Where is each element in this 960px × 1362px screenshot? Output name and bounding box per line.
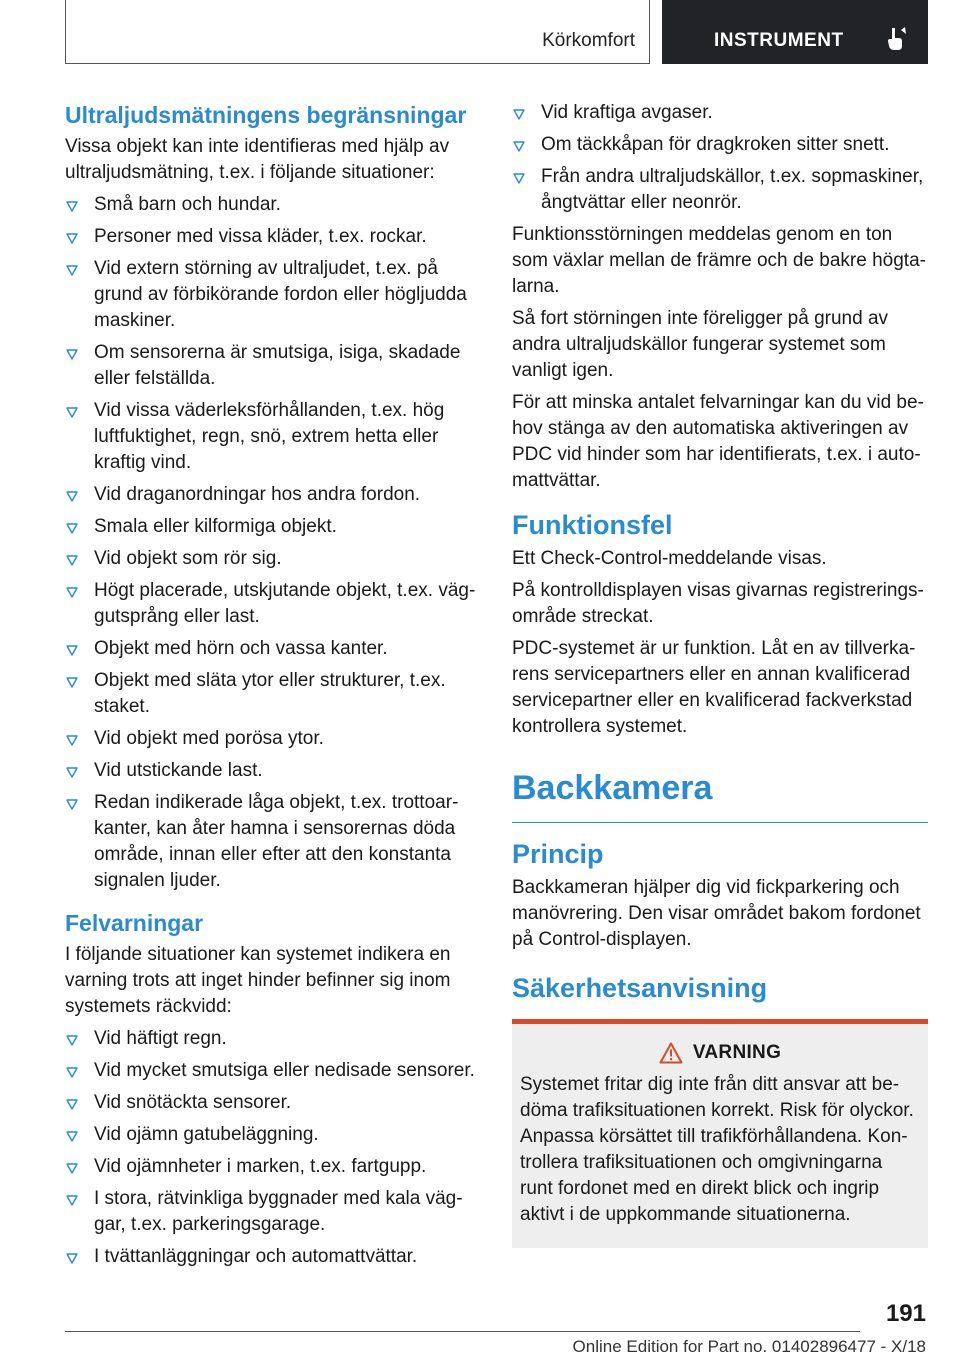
- list-item: [65, 758, 480, 784]
- triangle-bullet-icon: [66, 1034, 78, 1046]
- left-column: [65, 100, 480, 1276]
- false-warnings-list: [65, 1026, 480, 1270]
- triangle-bullet-icon: [66, 798, 78, 810]
- triangle-bullet-icon: [66, 734, 78, 746]
- paragraph: Funktionsstörningen meddelas genom en ton som växlar mellan de främre och de bakre högtalarna.: [512, 224, 926, 297]
- triangle-bullet-icon: [66, 1194, 78, 1206]
- list-item-text: Vid utstickande last.: [94, 760, 263, 781]
- paragraph: I följande situationer kan systemet indikera en varning trots att inget hinder befinner sig inom systemets räckvidd:: [65, 944, 451, 1017]
- triangle-bullet-icon: [66, 264, 78, 276]
- list-item: [65, 1026, 480, 1052]
- list-item-text: Objekt med hörn och vassa kanter.: [94, 638, 388, 659]
- triangle-bullet-icon: [66, 406, 78, 418]
- list-item-text: Vid objekt med porösa ytor.: [94, 728, 324, 749]
- triangle-bullet-icon: [66, 766, 78, 778]
- chapter-title: INSTRUMENT: [714, 30, 844, 51]
- page-number: 191: [885, 1300, 926, 1327]
- triangle-bullet-icon: [513, 172, 525, 184]
- page-header: [65, 0, 928, 64]
- triangle-bullet-icon: [66, 1130, 78, 1142]
- triangle-bullet-icon: [66, 1162, 78, 1174]
- heading-malfunction: Funktionsfel: [512, 510, 673, 540]
- list-item: [65, 340, 480, 392]
- list-item: [65, 1244, 480, 1270]
- list-item: [65, 726, 480, 752]
- list-item-text: Redan indikerade låga objekt, t.ex. trottoarkanter, kan åter hamna i sensorernas döda område, innan eller efter att den konstanta signalen ljuder.: [94, 792, 459, 891]
- heading-false-warnings: Felvarningar: [65, 910, 204, 936]
- triangle-bullet-icon: [513, 140, 525, 152]
- list-item: [65, 398, 480, 476]
- list-item: [65, 668, 480, 720]
- list-item-text: Om sensorerna är smutsiga, isiga, skadade eller felställda.: [94, 342, 461, 389]
- chapter-tab[interactable]: [662, 0, 928, 64]
- paragraph: Så fort störningen inte föreligger på grund av andra ultraljudskällor fungerar systemet som vanligt igen.: [512, 308, 889, 381]
- list-item: [65, 482, 480, 508]
- paragraph: Ett Check-Control-meddelande visas.: [512, 548, 827, 569]
- list-item: [65, 578, 480, 630]
- list-item-text: Högt placerade, utskjutande objekt, t.ex. väggutsprång eller last.: [94, 580, 476, 627]
- triangle-bullet-icon: [66, 490, 78, 502]
- list-item-text: Vid ojämnheter i marken, t.ex. fartgupp.: [94, 1156, 427, 1177]
- list-item-text: Vid snötäckta sensorer.: [94, 1092, 292, 1113]
- list-item-text: Personer med vissa kläder, t.ex. rockar.: [94, 226, 427, 247]
- triangle-bullet-icon: [66, 200, 78, 212]
- triangle-bullet-icon: [66, 1066, 78, 1078]
- list-item-text: Vid mycket smutsiga eller nedisade sensorer.: [94, 1060, 475, 1081]
- list-item-text: I stora, rätvinkliga byggnader med kala väggar, t.ex. parkeringsgarage.: [94, 1188, 463, 1235]
- list-item: [65, 790, 480, 894]
- warning-box: [512, 1019, 928, 1248]
- list-item: [512, 132, 928, 158]
- triangle-bullet-icon: [66, 644, 78, 656]
- list-item: [65, 256, 480, 334]
- warning-header: [520, 1042, 920, 1064]
- triangle-bullet-icon: [513, 108, 525, 120]
- warning-triangle-icon: [659, 1042, 683, 1064]
- list-item: [65, 224, 480, 250]
- list-item: [512, 164, 928, 216]
- footer-edition: Online Edition for Part no. 01402896477 - X/18: [572, 1337, 926, 1356]
- heading-limitations: Ultraljudsmätningens begränsningar: [65, 102, 467, 128]
- paragraph: På kontrolldisplayen visas givarnas registreringsområde streckat.: [512, 580, 924, 627]
- triangle-bullet-icon: [66, 1098, 78, 1110]
- list-item-text: Vid ojämn gatubeläggning.: [94, 1124, 319, 1145]
- list-item: [65, 546, 480, 572]
- false-warnings-list-continued: [512, 100, 928, 216]
- list-item: [65, 192, 480, 218]
- heading-principle: Princip: [512, 839, 604, 869]
- paragraph: Vissa objekt kan inte identifieras med hjälp av ultraljudsmätning, t.ex. i följande situationer:: [65, 136, 450, 183]
- right-column: [512, 100, 928, 1248]
- heading-rear-camera: Backkamera: [512, 766, 928, 823]
- list-item: [65, 1154, 480, 1180]
- paragraph: Backkameran hjälper dig vid fickparkering och manövrering. Den visar området bakom fordonet på Control-displayen.: [512, 877, 921, 950]
- triangle-bullet-icon: [66, 676, 78, 688]
- list-item-text: Vid vissa väderleksförhållanden, t.ex. hög luftfuktighet, regn, snö, extrem hetta eller kraftig vind.: [94, 400, 445, 473]
- limitations-list: [65, 192, 480, 894]
- list-item-text: Från andra ultraljudskällor, t.ex. sopmaskiner, ångtvättar eller neonrör.: [541, 166, 924, 213]
- list-item: [65, 514, 480, 540]
- list-item-text: Små barn och hundar.: [94, 194, 281, 215]
- warning-label: VARNING: [692, 1042, 782, 1063]
- footer-divider: [65, 1331, 860, 1332]
- list-item-text: Vid objekt som rör sig.: [94, 548, 282, 569]
- list-item-text: I tvättanläggningar och automattvättar.: [94, 1246, 418, 1267]
- list-item-text: Om täckkåpan för dragkroken sitter snett.: [541, 134, 890, 155]
- list-item: [65, 636, 480, 662]
- list-item: [512, 100, 928, 126]
- triangle-bullet-icon: [66, 554, 78, 566]
- list-item: [65, 1058, 480, 1084]
- triangle-bullet-icon: [66, 522, 78, 534]
- triangle-bullet-icon: [66, 586, 78, 598]
- heading-safety: Säkerhetsanvisning: [512, 973, 768, 1003]
- triangle-bullet-icon: [66, 348, 78, 360]
- paragraph: För att minska antalet felvarningar kan du vid behov stänga av den automatiska aktiveringen av PDC vid hinder som har identifierats, t.ex. i automattvättar.: [512, 392, 924, 491]
- list-item-text: Vid extern störning av ultraljudet, t.ex. på grund av förbikörande fordon eller högljudda maskiner.: [94, 258, 467, 331]
- section-title: Körkomfort: [542, 30, 635, 51]
- list-item: [65, 1122, 480, 1148]
- warning-text: Systemet fritar dig inte från ditt ansvar att bedöma trafiksituationen korrekt. Risk för olyckor. Anpassa körsättet till trafikförhållandena. Kontrollera trafiksituationen och omgivningarna runt fordonet med en direkt blick och ingrip aktivt i de uppkommande situationerna.: [520, 1074, 914, 1225]
- paragraph: PDC-systemet är ur funktion. Låt en av tillverkarens servicepartners eller en annan kvalificerad servicepartner eller en kvalificerad fackverkstad kontrollera systemet.: [512, 638, 916, 737]
- list-item-text: Smala eller kilformiga objekt.: [94, 516, 337, 537]
- hand-pointing-icon: [886, 26, 908, 52]
- triangle-bullet-icon: [66, 1252, 78, 1264]
- list-item-text: Vid kraftiga avgaser.: [541, 102, 713, 123]
- section-tab[interactable]: [65, 0, 650, 64]
- list-item-text: Vid draganordningar hos andra fordon.: [94, 484, 421, 505]
- list-item: [65, 1186, 480, 1238]
- list-item-text: Vid häftigt regn.: [94, 1028, 227, 1049]
- triangle-bullet-icon: [66, 232, 78, 244]
- list-item-text: Objekt med släta ytor eller strukturer, t.ex. staket.: [94, 670, 446, 717]
- list-item: [65, 1090, 480, 1116]
